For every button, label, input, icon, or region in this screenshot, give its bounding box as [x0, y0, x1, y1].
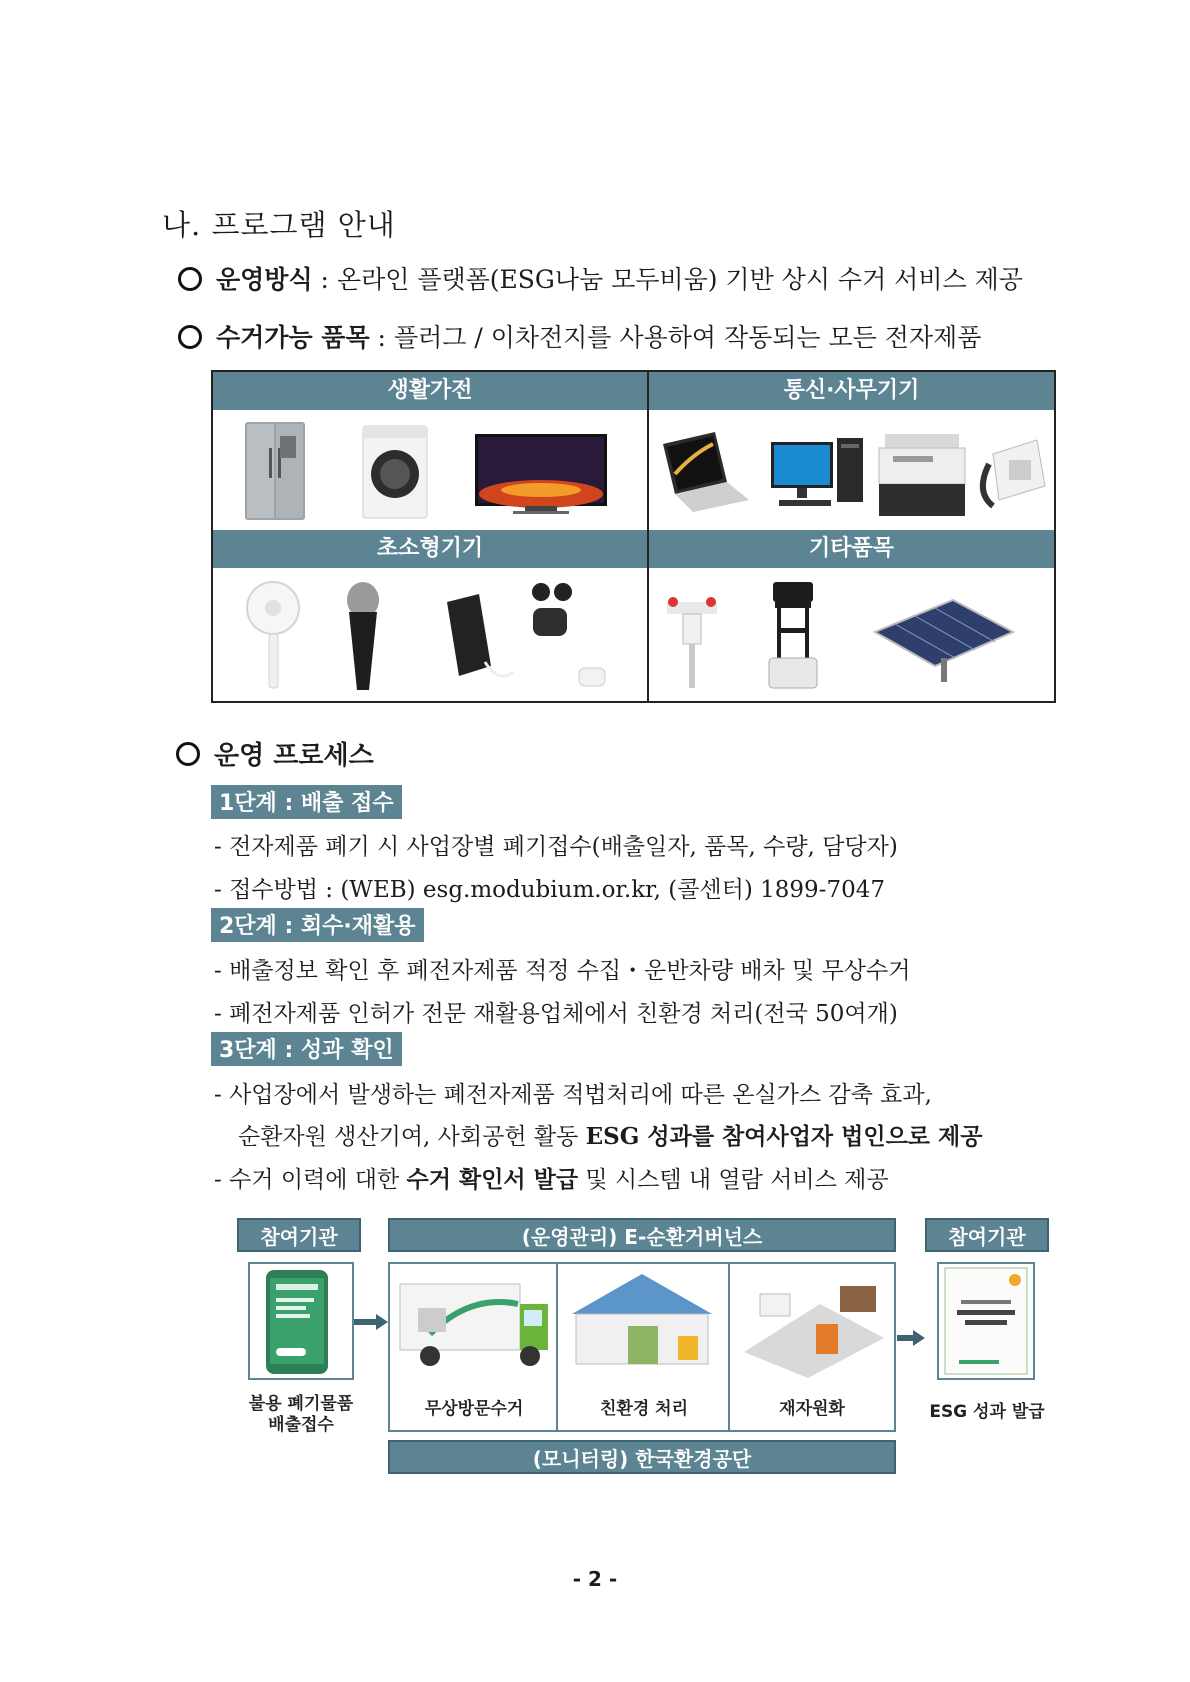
home-appliance-images	[223, 414, 643, 526]
solar-panel-icon	[875, 600, 1013, 682]
certificate-document-icon	[939, 1264, 1033, 1378]
comm-office-images	[653, 414, 1053, 526]
desk-phone-icon	[983, 440, 1045, 506]
flow-right-head: 참여기관	[925, 1218, 1049, 1252]
recycling-plant-icon	[558, 1264, 726, 1380]
circle-bullet-icon	[176, 742, 200, 766]
step-3-line-1: - 사업장에서 발생하는 폐전자제품 적법처리에 따른 온실가스 감축 효과,	[214, 1082, 932, 1108]
serving-robot-icon	[769, 582, 817, 688]
bullet-sep: :	[312, 265, 337, 294]
caption-disposal-request: 불용 폐기물품 배출접수	[248, 1394, 354, 1435]
step-2-line-1: - 배출정보 확인 후 폐전자제품 적정 수집・운반차량 배차 및 무상수거	[214, 958, 911, 984]
step-3-line-3	[214, 1161, 889, 1194]
category-comm-office: 통신·사무기기	[649, 372, 1054, 410]
earbuds-icon	[532, 583, 605, 686]
circle-bullet-icon	[178, 267, 202, 291]
step-1-line-2: - 접수방법 : (WEB) esg.modubium.or.kr, (콜센터) 1899-7047	[214, 877, 885, 903]
caption-resource-recovery: 재자원화	[779, 1399, 845, 1419]
flow-right-card	[937, 1262, 1035, 1380]
sorting-facility-icon	[730, 1264, 894, 1380]
step-3-label: 3단계 : 성과 확인	[211, 1032, 402, 1066]
drone-icon	[667, 597, 717, 688]
caption-eco-processing: 친환경 처리	[599, 1399, 689, 1419]
circle-bullet-icon	[178, 325, 202, 349]
television-icon	[475, 434, 607, 514]
step-3-line-2-plain: 순환자원 생산기여, 사회공헌 활동	[238, 1124, 586, 1150]
flow-monitoring-bar: (모니터링) 한국환경공단	[388, 1440, 896, 1474]
handheld-fan-icon	[247, 582, 299, 688]
washing-machine-icon	[363, 426, 427, 518]
bullet-label: 수거가능 품목	[216, 323, 370, 352]
flow-left-card	[248, 1262, 354, 1380]
bullet-text: 온라인 플랫폼(ESG나눔 모두비움) 기반 상시 수거 서비스 제공	[336, 265, 1023, 294]
category-others: 기타품목	[649, 530, 1054, 568]
small-devices-images	[223, 572, 643, 697]
step-3-line-2-bold: ESG 성과를 참여사업자 법인으로 제공	[585, 1123, 983, 1150]
power-bank-icon	[447, 594, 513, 676]
step-2-label: 2단계 : 회수·재활용	[211, 908, 424, 942]
others-images	[653, 572, 1053, 697]
smartphone-app-icon	[250, 1264, 352, 1378]
page-number: - 2 -	[572, 1567, 618, 1591]
microphone-icon	[347, 582, 379, 690]
arrow-right-icon	[354, 1314, 388, 1330]
laptop-icon	[663, 432, 749, 512]
table-divider	[647, 372, 649, 701]
step-3-line-3-a: - 수거 이력에 대한	[214, 1167, 407, 1193]
step-2-line-2: - 폐전자제품 인허가 전문 재활용업체에서 친환경 처리(전국 50여개)	[214, 1001, 898, 1027]
flow-center-head: (운영관리) E-순환거버넌스	[388, 1218, 896, 1252]
step-1-label: 1단계 : 배출 접수	[211, 785, 402, 819]
arrow-right-icon	[897, 1330, 925, 1346]
category-home-appliance: 생활가전	[213, 372, 647, 410]
step-3-line-2	[238, 1118, 982, 1151]
caption-esg-issuance: ESG 성과 발급	[929, 1402, 1045, 1422]
refrigerator-icon	[245, 422, 305, 520]
process-heading	[176, 735, 374, 772]
bullet-operation-method	[178, 260, 1023, 296]
collection-truck-icon	[390, 1264, 554, 1380]
caption-visit-collection: 무상방문수거	[424, 1399, 524, 1419]
flow-left-head: 참여기관	[237, 1218, 361, 1252]
bullet-label: 운영방식	[216, 265, 313, 294]
step-3-line-3-bold: 수거 확인서 발급	[406, 1166, 579, 1193]
step-3-line-3-b: 및 시스템 내 열람 서비스 제공	[578, 1167, 889, 1193]
bullet-collectable-items	[178, 318, 981, 354]
category-small-devices: 초소형기기	[213, 530, 647, 568]
copier-icon	[879, 434, 965, 516]
bullet-sep: :	[369, 323, 394, 352]
desktop-computer-icon	[771, 438, 863, 506]
process-title: 운영 프로세스	[214, 741, 374, 771]
section-title: 나. 프로그램 안내	[162, 208, 396, 242]
product-table	[211, 370, 1056, 703]
bullet-text: 플러그 / 이차전지를 사용하여 작동되는 모든 전자제품	[393, 323, 982, 352]
step-1-line-1: - 전자제품 폐기 시 사업장별 폐기접수(배출일자, 품목, 수량, 담당자)	[214, 834, 898, 860]
